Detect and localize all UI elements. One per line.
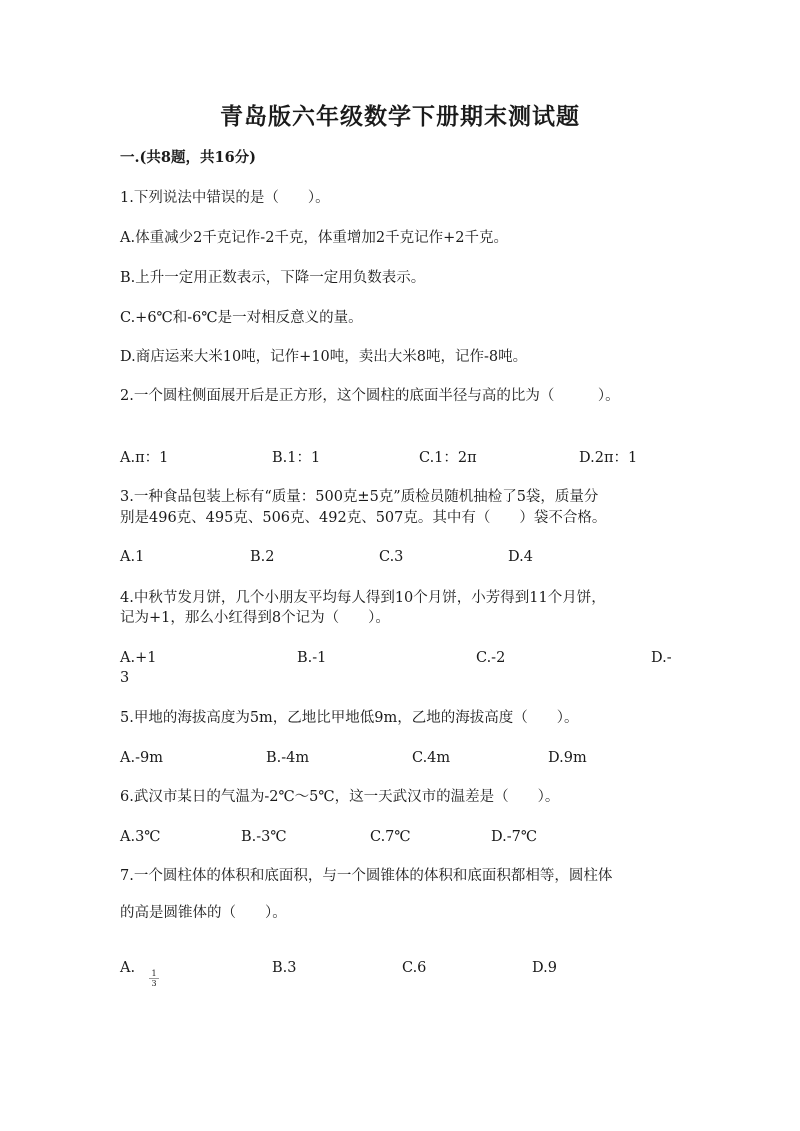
question-7-option-b: B.3 — [272, 960, 297, 976]
page-title: 青岛版六年级数学下册期末测试题 — [220, 103, 580, 130]
question-4-option-b: B.-1 — [297, 650, 327, 666]
question-7-stem-line-1: 7.一个圆柱体的体积和底面积，与一个圆锥体的体积和底面积都相等，圆柱体 — [120, 868, 613, 884]
question-3-option-c: C.3 — [379, 549, 404, 565]
question-3-option-b: B.2 — [250, 549, 275, 565]
question-2-option-d: D.2π：1 — [579, 450, 638, 466]
question-5-stem: 5.甲地的海拔高度为5m，乙地比甲地低9m，乙地的海拔高度（ ）。 — [120, 710, 579, 726]
question-1-option-b: B.上升一定用正数表示，下降一定用负数表示。 — [120, 270, 426, 286]
question-5-option-a: A.-9m — [120, 750, 163, 766]
question-6-option-d: D.-7℃ — [491, 829, 538, 845]
question-5-option-d: D.9m — [548, 750, 587, 766]
question-7-stem-line-2: 的高是圆锥体的（ ）。 — [120, 905, 287, 921]
fraction-denominator: 3 — [151, 979, 157, 988]
question-2-option-a: A.π：1 — [120, 450, 169, 466]
question-3-stem-line-2: 别是496克、495克、506克、492克、507克。其中有（ ）袋不合格。 — [120, 510, 607, 526]
section-heading: 一.(共8题，共16分) — [120, 149, 257, 166]
question-6-option-c: C.7℃ — [370, 829, 411, 845]
question-6-stem: 6.武汉市某日的气温为-2℃～5℃，这一天武汉市的温差是（ ）。 — [120, 789, 560, 805]
question-5-option-b: B.-4m — [266, 750, 310, 766]
question-2-option-b: B.1：1 — [272, 450, 321, 466]
question-6-option-a: A.3℃ — [120, 829, 161, 845]
question-1-option-c: C.+6℃和-6℃是一对相反意义的量。 — [120, 310, 363, 326]
question-3-option-d: D.4 — [508, 549, 533, 565]
question-3-option-a: A.1 — [120, 549, 145, 565]
question-1-stem: 1.下列说法中错误的是（ ）。 — [120, 190, 330, 206]
question-7-option-a-fraction — [149, 969, 159, 988]
question-4-option-d-wrap: 3 — [120, 670, 130, 686]
question-4-stem-line-2: 记为+1，那么小红得到8个记为（ ）。 — [120, 610, 390, 626]
question-1-option-a: A.体重减少2千克记作-2千克，体重增加2千克记作+2千克。 — [120, 230, 509, 246]
fraction-numerator: 1 — [151, 969, 157, 978]
question-7-option-c: C.6 — [402, 960, 427, 976]
question-2-stem: 2.一个圆柱侧面展开后是正方形，这个圆柱的底面半径与高的比为（ ）。 — [120, 388, 620, 404]
question-4-stem-line-1: 4.中秋节发月饼，几个小朋友平均每人得到10个月饼，小芳得到11个月饼， — [120, 590, 606, 606]
question-4-option-d: D.- — [651, 650, 672, 666]
question-1-option-d: D.商店运来大米10吨，记作+10吨，卖出大米8吨，记作-8吨。 — [120, 349, 528, 365]
question-3-stem-line-1: 3.一种食品包装上标有“质量：500克±5克”质检员随机抽检了5袋，质量分 — [120, 489, 599, 505]
question-2-option-c: C.1：2π — [419, 450, 477, 466]
question-4-option-a: A.+1 — [120, 650, 157, 666]
question-5-option-c: C.4m — [412, 750, 451, 766]
question-7-option-a: A. — [120, 960, 136, 976]
question-7-option-d: D.9 — [532, 960, 557, 976]
question-4-option-c: C.-2 — [476, 650, 506, 666]
question-6-option-b: B.-3℃ — [241, 829, 287, 845]
